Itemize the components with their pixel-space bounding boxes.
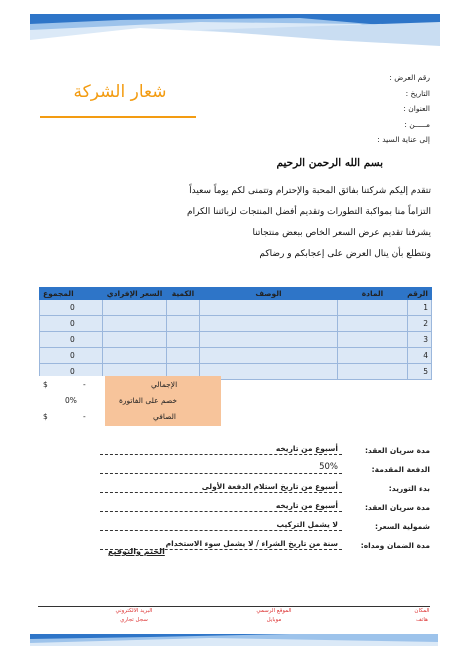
- header-banner: [0, 0, 468, 62]
- company-logo-text: شعار الشركة: [73, 82, 167, 102]
- desc-cell[interactable]: [200, 316, 338, 332]
- total-cell: 0: [40, 364, 103, 380]
- footer-address: [392, 607, 452, 625]
- header-total: المجموع: [40, 288, 103, 300]
- net-label: الصافي: [153, 412, 176, 421]
- basmala: بسم الله الرحمن الرحيم: [276, 157, 383, 169]
- item-cell[interactable]: [338, 316, 408, 332]
- footer-website: [234, 607, 314, 625]
- offer-number-label: رقم العرض :: [389, 73, 430, 82]
- qty-cell[interactable]: [167, 348, 200, 364]
- intro-line-3: يشرفنا تقديم عرض السعر الخاص ببعض منتجاتنا: [252, 228, 431, 238]
- footer-email: [94, 607, 174, 625]
- stamp-and-signature: الختم والتوقيع: [108, 547, 165, 556]
- term-value[interactable]: أسبوع من تاريخ استلام الدفعة الأولى: [100, 482, 342, 493]
- table-row: [40, 332, 432, 348]
- total-cell: 0: [40, 332, 103, 348]
- net-currency: $: [43, 412, 48, 421]
- header-unit-price: السعر الإفرادي: [103, 288, 167, 300]
- attention-label: إلى عناية السيد :: [377, 135, 430, 144]
- header-qty: الكمية: [167, 288, 200, 300]
- items-table: [39, 287, 432, 380]
- logo-underline: [40, 116, 196, 118]
- qty-cell[interactable]: [167, 316, 200, 332]
- row-number: 5: [408, 364, 432, 380]
- term-validity-2: [100, 493, 430, 512]
- row-number: 3: [408, 332, 432, 348]
- price-cell[interactable]: [103, 316, 167, 332]
- term-price-scope: [100, 512, 430, 531]
- term-value[interactable]: 50%: [100, 462, 342, 474]
- intro-line-4: ونتطلع بأن ينال العرض على إعجابكم و رضاكم: [259, 249, 431, 259]
- qty-cell[interactable]: [167, 332, 200, 348]
- row-number: 1: [408, 300, 432, 316]
- term-label: شمولية السعر:: [374, 522, 430, 531]
- total-cell: 0: [40, 300, 103, 316]
- total-cell: 0: [40, 316, 103, 332]
- intro-line-1: تتقدم إليكم شركتنا بفائق المحبة والإحترام وتتمنى لكم يوماً سعيداً: [189, 186, 431, 196]
- date-label: التاريخ :: [405, 88, 430, 98]
- term-label: بدء التوريد:: [388, 484, 430, 493]
- totals-block: [39, 376, 221, 426]
- terms-section: [100, 436, 430, 550]
- offer-meta-block: [290, 70, 430, 148]
- row-number: 2: [408, 316, 432, 332]
- totals-amount-column: [39, 376, 105, 426]
- table-row: [40, 300, 432, 316]
- totals-label-column: [105, 376, 221, 426]
- term-label: مدة سريان العقد:: [364, 503, 430, 512]
- price-cell[interactable]: [103, 300, 167, 316]
- price-cell[interactable]: [103, 332, 167, 348]
- term-label: مدة سريان العقد:: [364, 446, 430, 455]
- desc-cell[interactable]: [200, 300, 338, 316]
- term-validity: [100, 436, 430, 455]
- term-delivery: [100, 474, 430, 493]
- footer-email-label: البريد الالكتروني: [115, 608, 153, 614]
- header-no: الرقم: [408, 288, 432, 300]
- intro-line-2: التزاماً منا بمواكبة التطورات وتقديم أفضل المنتجات لزبائننا الكرام: [187, 207, 431, 217]
- term-label: مدة الضمان ومداه:: [360, 541, 430, 550]
- from-label: مـــــن :: [404, 119, 430, 129]
- total-dash: -: [83, 380, 86, 389]
- footer-address-label: المكان: [414, 608, 430, 614]
- term-value[interactable]: لا يشمل التركيب: [100, 520, 342, 531]
- price-cell[interactable]: [103, 348, 167, 364]
- footer-cr-label: سجل تجاري: [120, 617, 148, 623]
- table-row: [40, 348, 432, 364]
- footer-mobile-label: موبايل: [266, 617, 282, 623]
- total-label: الإجمالي: [151, 380, 178, 389]
- term-advance: [100, 455, 430, 474]
- table-header-row: [40, 288, 432, 300]
- net-dash: -: [83, 412, 86, 421]
- total-cell: 0: [40, 348, 103, 364]
- footer-banner: [30, 634, 438, 646]
- discount-label: خصم على الفاتورة: [119, 396, 178, 405]
- desc-cell[interactable]: [200, 348, 338, 364]
- desc-cell[interactable]: [200, 332, 338, 348]
- item-cell[interactable]: [338, 332, 408, 348]
- total-currency: $: [43, 380, 48, 389]
- table-row: [40, 316, 432, 332]
- term-value[interactable]: أسبوع من تاريخه: [100, 444, 342, 455]
- discount-value: 0%: [65, 396, 77, 405]
- header-item: المادة: [338, 288, 408, 300]
- qty-cell[interactable]: [167, 300, 200, 316]
- item-cell[interactable]: [338, 348, 408, 364]
- row-number: 4: [408, 348, 432, 364]
- address-label: العنوان :: [403, 104, 430, 113]
- item-cell[interactable]: [338, 364, 408, 380]
- intro-letter: [121, 157, 431, 265]
- term-value[interactable]: أسبوع من تاريخه: [100, 501, 342, 512]
- header-desc: الوصف: [200, 288, 338, 300]
- term-label: الدفعة المقدمة:: [371, 465, 430, 474]
- term-value[interactable]: سنة من تاريخ الشراء / لا يشمل سوء الاستخدام: [100, 539, 342, 550]
- item-cell[interactable]: [338, 300, 408, 316]
- footer-phone-label: هاتف: [416, 617, 428, 623]
- footer-website-label: الموقع الرسمي: [256, 608, 292, 614]
